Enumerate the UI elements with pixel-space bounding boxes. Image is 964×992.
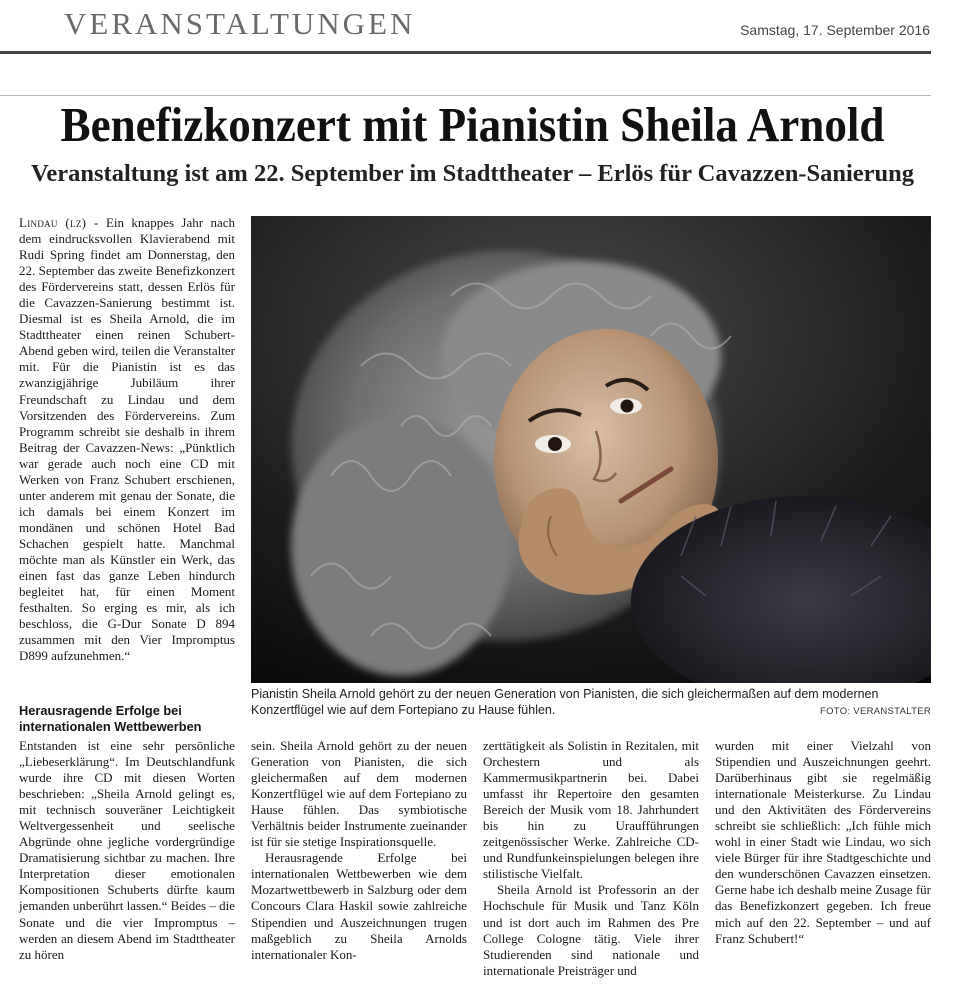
article-paragraph: Herausragende Erfolge bei internationalen Wettbewerben wie dem Mozartwettbewerb in Salzburg oder dem Concours Clara Haskil sowie zahlreiche Stipendien und Auszeichnungen trugen maßgeblich zu Sheila Arnolds internationaler Kon- bbox=[251, 850, 467, 962]
article-column-3 bbox=[483, 738, 699, 979]
pianist-photo bbox=[251, 216, 931, 683]
article-paragraph: Sheila Arnold ist Professorin an der Hochschule für Musik und Tanz Köln und ist dort auch im Rahmen des Pre College Cologne tätig. Viele ihrer Studierenden sind nationale und internationale Preisträger und bbox=[483, 882, 699, 978]
article-paragraph: zerttätigkeit als Solistin in Rezitalen, mit Orchestern und als Kammermusikpartnerin bei. Dabei umfasst ihr Repertoire den gesamten Bereich der Musik vom 18. Jahrhundert bis hin zu Uraufführungen zeitgenössischer Werke. Zahlreiche CD- und Rundfunkeinspielungen belegen ihre stilistische Vielfalt. bbox=[483, 738, 699, 882]
article-paragraph: wurden mit einer Vielzahl von Stipendien und Auszeichnungen geehrt. Darüberhinaus gibt sie regelmäßig internationale Meisterkurse. Zu Lindau und den Aktivitäten des Fördervereins schreibt sie schließlich: „Ich fühle mich wohl in einer Stadt wie Lindau, wo sich viele Bürger für ihre Stadtgeschichte und den wunderschönen Cavazzen einsetzen. Gerne habe ich deshalb meine Zusage für das Benefizkonzert gegeben. Ich freue mich auf den 22. September – und auf Franz Schubert!“ bbox=[715, 738, 931, 946]
article-paragraph: Entstanden ist eine sehr persönliche „Liebeserklärung“. Im Deutschlandfunk wurde ihre CD mit diesen Worten beschrieben: „Sheila Arnold gelingt es, mit technisch souveräner Leichtigkeit Weltvergessenheit und seelische Abgründe ohne jegliche vordergründige Dramatisierung sichtbar zu machen. Ihre Interpretation dieser emotionalen Kompositionen Schuberts dürfte kaum jemanden unberührt lassen.“ Beides – die Sonate und die vier Impromptus – werden an diesem Abend im Stadttheater zu hören bbox=[19, 738, 235, 962]
article-dateline: Lindau (lz) - bbox=[19, 215, 99, 230]
article-subheadline: Veranstaltung ist am 22. September im Stadttheater – Erlös für Cavazzen-Sanierung bbox=[30, 160, 915, 187]
photo-credit: FOTO: VERANSTALTER bbox=[820, 706, 931, 717]
section-title: VERANSTALTUNGEN bbox=[64, 6, 416, 41]
article-column-2 bbox=[251, 738, 467, 963]
article-column-1 bbox=[19, 738, 235, 963]
article-headline: Benefizkonzert mit Pianistin Sheila Arnold bbox=[60, 97, 885, 152]
article-lead-text: Ein knappes Jahr nach dem eindrucksvollen Klavierabend mit Rudi Spring findet am Donnerstag, den 22. September das zweite Benefizkonzert des Fördervereins statt, dessen Erlös für die Cavazzen-Sanierung bestimmt ist. Diesmal ist es Sheila Arnold, die im Stadttheater einen reinen Schubert-Abend geben wird, teilen die Veranstalter mit. Für die Pianistin ist es das zwanzigjährige Jubiläum ihrer Freundschaft zu Lindau und dem Vorsitzenden des Fördervereins. Zum Programm schreibt sie deshalb in ihrem Beitrag der Cavazzen-News: „Pünktlich war gerade auch noch eine CD mit Werken von Franz Schubert erschienen, unter anderem mit genau der Sonate, die ich damals bei einem Konzert im mondänen und schönen Hotel Bad Schachen gespielt hatte. Manchmal möchte man als Künstler ein Werk, das einen fast das ganze Leben hindurch begleitet hat, für einen Moment festhalten. So erging es mir, als ich beschloss, die G-Dur Sonate D 894 zusammen mit den Vier Impromptus D899 aufzunehmen.“ bbox=[19, 215, 235, 664]
issue-date: Samstag, 17. September 2016 bbox=[740, 22, 930, 38]
photo-caption: Pianistin Sheila Arnold gehört zu der neuen Generation von Pianisten, die sich gleichermaßen auf dem modernen Konzertflügel wie auf dem Fortepiano zu Hause fühlen. bbox=[251, 687, 879, 717]
article-lead-column bbox=[19, 215, 235, 664]
article-subhead: Herausragende Erfolge bei internationalen Wettbewerben bbox=[19, 703, 202, 734]
article-column-4 bbox=[715, 738, 931, 947]
header-rule bbox=[0, 51, 931, 54]
article-paragraph: sein. Sheila Arnold gehört zu der neuen Generation von Pianisten, die sich gleichermaßen auf dem modernen Konzertflügel wie auf dem Fortepiano zu Hause fühlen. Das symbiotische Verhältnis beider Instrumente zueinander ist für sie stetige Inspirationsquelle. bbox=[251, 738, 467, 850]
